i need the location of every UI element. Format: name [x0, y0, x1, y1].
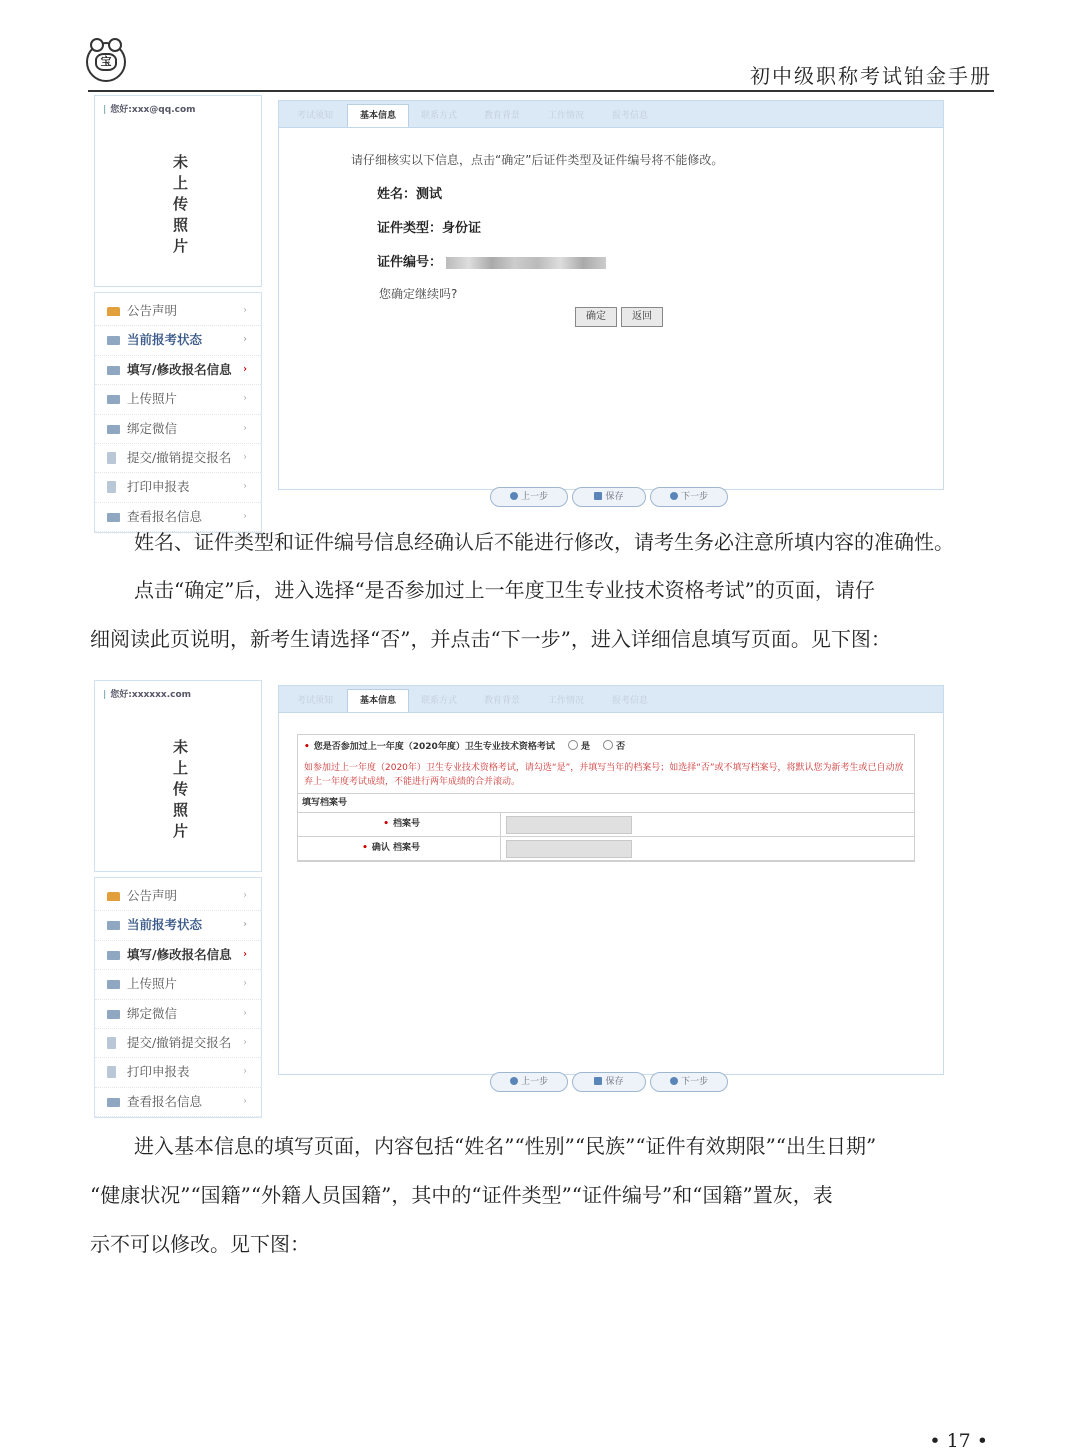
next-button[interactable]	[650, 1072, 728, 1092]
required-marker: •	[362, 843, 368, 853]
chevron-right-icon: ›	[243, 451, 247, 463]
sidebar-item-fill-info[interactable]	[95, 941, 261, 970]
sidebar-item-announcement[interactable]	[95, 297, 261, 326]
tab-exam-notice[interactable]: 考试须知	[296, 696, 333, 706]
sidebar	[92, 95, 264, 524]
archive-label-text: 档案号	[392, 819, 420, 829]
tab-exam-info[interactable]: 报考信息	[611, 111, 648, 121]
logo	[86, 42, 126, 82]
sidebar-item-label: 当前报考状态	[127, 332, 203, 348]
document-icon	[107, 1037, 116, 1049]
sidebar-item-view-info[interactable]	[95, 1088, 261, 1117]
chevron-right-icon: ›	[243, 1095, 247, 1107]
radio-yes-label: 是	[580, 742, 590, 752]
arrow-right-icon	[670, 1077, 678, 1085]
tab-bar	[279, 686, 943, 713]
paragraph-basic-info-line2: “健康状况”“国籍”“外籍人员国籍”，其中的“证件类型”“证件编号”和“国籍”置灰，表	[90, 1183, 833, 1207]
sidebar-item-bind-wechat[interactable]	[95, 415, 261, 444]
sidebar-item-view-info[interactable]	[95, 503, 261, 532]
user-panel	[94, 680, 262, 872]
sidebar-item-label: 打印申报表	[127, 1064, 190, 1080]
tab-contact[interactable]: 联系方式	[420, 111, 457, 121]
paragraph-next-step-line2: 细阅读此页说明，新考生请选择“否”，并点击“下一步”，进入详细信息填写页面。见下图：	[90, 627, 891, 651]
list-icon	[107, 951, 120, 960]
sidebar-item-label: 上传照片	[127, 391, 178, 407]
chevron-right-icon: ›	[243, 334, 247, 346]
logo-ear-right	[108, 38, 122, 52]
confirm-message: 请仔细核实以下信息，点击“确定”后证件类型及证件编号将不能修改。	[351, 153, 724, 167]
list-icon	[107, 395, 120, 404]
sidebar-item-label: 绑定微信	[127, 1005, 178, 1021]
sidebar-item-label: 当前报考状态	[127, 917, 203, 933]
sidebar-item-label: 绑定微信	[127, 420, 178, 436]
required-marker: •	[304, 742, 310, 752]
previous-exam-form	[297, 734, 915, 862]
photo-placeholder: 未上传照片	[173, 738, 189, 840]
sidebar-item-label: 填写/修改报名信息	[127, 361, 232, 377]
document-title: 初中级职称考试铂金手册	[750, 64, 992, 88]
chevron-right-icon: ›	[243, 481, 247, 493]
user-panel	[94, 95, 262, 287]
sidebar-item-label: 公告声明	[127, 888, 178, 903]
next-button[interactable]	[650, 487, 728, 507]
archive-row	[298, 813, 914, 837]
radio-yes[interactable]	[568, 740, 578, 750]
list-icon	[107, 366, 120, 375]
confirm-archive-label-text: 确认 档案号	[371, 843, 420, 853]
sidebar-item-label: 公告声明	[127, 303, 178, 318]
screenshot-confirm-identity	[92, 95, 944, 524]
floppy-icon	[594, 492, 602, 500]
list-icon	[107, 921, 120, 930]
sidebar-item-announcement[interactable]	[95, 882, 261, 911]
document-icon	[107, 481, 116, 493]
confirm-archive-input[interactable]	[506, 840, 632, 858]
sidebar-item-label: 提交/撤销提交报名	[127, 1034, 232, 1050]
save-button[interactable]	[572, 1072, 646, 1092]
chevron-right-icon: ›	[243, 1007, 247, 1019]
chevron-right-icon: ›	[243, 363, 247, 375]
main-pane	[278, 685, 944, 1075]
main-pane	[278, 100, 944, 490]
sidebar-item-label: 打印申报表	[127, 479, 190, 495]
arrow-right-icon	[670, 492, 678, 500]
sidebar-item-print[interactable]	[95, 1058, 261, 1087]
user-greeting: | 您好:xxxxxx.com	[103, 687, 191, 700]
sidebar-item-upload-photo[interactable]	[95, 385, 261, 414]
chevron-right-icon: ›	[243, 305, 247, 316]
back-button[interactable]: 返回	[621, 307, 663, 327]
id-type-value: 证件类型：身份证	[377, 221, 482, 236]
list-icon	[107, 336, 120, 345]
tab-basic-info[interactable]: 基本信息	[347, 104, 409, 127]
confirm-archive-row	[298, 837, 914, 861]
archive-input[interactable]	[506, 816, 632, 834]
sidebar-menu	[94, 292, 262, 533]
document-icon	[107, 1066, 116, 1078]
logo-face: 宝	[95, 53, 117, 71]
floppy-icon	[594, 1077, 602, 1085]
list-icon	[107, 1010, 120, 1019]
id-number-redacted	[446, 257, 606, 269]
list-icon	[107, 425, 120, 434]
ok-button[interactable]: 确定	[575, 307, 617, 327]
photo-placeholder: 未上传照片	[173, 153, 189, 255]
tab-contact[interactable]: 联系方式	[420, 696, 457, 706]
chevron-right-icon: ›	[243, 1036, 247, 1048]
header-divider	[88, 90, 994, 92]
id-number-row	[377, 251, 606, 270]
confirm-archive-label	[298, 837, 501, 860]
sidebar	[92, 680, 264, 1109]
save-button[interactable]	[572, 487, 646, 507]
house-icon	[107, 307, 120, 316]
chevron-right-icon: ›	[243, 1066, 247, 1078]
list-icon	[107, 513, 120, 522]
sidebar-menu	[94, 877, 262, 1118]
chevron-right-icon: ›	[243, 919, 247, 931]
question-text: 您是否参加过上一年度（2020年度）卫生专业技术资格考试	[313, 742, 555, 752]
paragraph-identity-warning: 姓名、证件类型和证件编号信息经确认后不能进行修改，请考生务必注意所填内容的准确性。	[134, 530, 954, 554]
sidebar-item-bind-wechat[interactable]	[95, 1000, 261, 1029]
chevron-right-icon: ›	[243, 978, 247, 990]
tab-basic-info[interactable]: 基本信息	[347, 689, 409, 712]
prev-button[interactable]	[490, 487, 568, 507]
required-marker: •	[383, 819, 389, 829]
previous-exam-question	[298, 735, 914, 759]
next-label: 下一步	[680, 492, 708, 502]
arrow-left-icon	[510, 1077, 518, 1085]
document-icon	[107, 452, 116, 464]
sidebar-item-label: 查看报名信息	[127, 508, 203, 524]
tab-education[interactable]: 教育背景	[483, 696, 520, 706]
tab-bar	[279, 101, 943, 128]
chevron-right-icon: ›	[243, 422, 247, 434]
prev-label: 上一步	[520, 1077, 548, 1087]
save-label: 保存	[605, 492, 624, 502]
tab-exam-notice[interactable]: 考试须知	[296, 111, 333, 121]
paragraph-next-step-line1: 点击“确定”后，进入选择“是否参加过上一年度卫生专业技术资格考试”的页面，请仔	[134, 578, 875, 602]
radio-no[interactable]	[603, 740, 613, 750]
sidebar-item-submit[interactable]	[95, 444, 261, 473]
list-icon	[107, 1098, 120, 1107]
tab-education[interactable]: 教育背景	[483, 111, 520, 121]
previous-exam-note: 如参加过上一年度（2020年）卫生专业技术资格考试，请勾选“是”，并填写当年的档案号；如选择“否”或不填写档案号，将默认您为新考生或已自动放弃上一年度考试成绩，不能进行两年成绩的合并滚动。	[298, 759, 914, 794]
chevron-right-icon: ›	[243, 890, 247, 901]
sidebar-item-label: 填写/修改报名信息	[127, 946, 232, 962]
page-number: • 17 •	[929, 1430, 988, 1452]
house-icon	[107, 892, 120, 901]
sidebar-item-label: 提交/撤销提交报名	[127, 449, 232, 465]
next-label: 下一步	[680, 1077, 708, 1087]
save-label: 保存	[605, 1077, 624, 1087]
name-value: 姓名：测试	[377, 187, 443, 202]
sidebar-item-submit[interactable]	[95, 1029, 261, 1058]
archive-label	[298, 813, 501, 836]
continue-question: 您确定继续吗?	[379, 287, 458, 301]
screenshot-previous-year-exam	[92, 680, 944, 1109]
chevron-right-icon: ›	[243, 948, 247, 960]
paragraph-basic-info-line1: 进入基本信息的填写页面，内容包括“姓名”“性别”“民族”“证件有效期限”“出生日期”	[134, 1134, 877, 1158]
list-icon	[107, 980, 120, 989]
radio-no-label: 否	[616, 742, 626, 752]
sidebar-item-label: 查看报名信息	[127, 1093, 203, 1109]
tab-exam-info[interactable]: 报考信息	[611, 696, 648, 706]
sidebar-item-status[interactable]	[95, 326, 261, 355]
id-number-label: 证件编号：	[377, 255, 443, 270]
sidebar-item-print[interactable]	[95, 473, 261, 502]
logo-ear-left	[90, 38, 104, 52]
prev-label: 上一步	[520, 492, 548, 502]
paragraph-basic-info-line3: 示不可以修改。见下图：	[90, 1232, 310, 1256]
sidebar-item-fill-info[interactable]	[95, 356, 261, 385]
tab-work[interactable]: 工作情况	[547, 696, 584, 706]
sidebar-item-upload-photo[interactable]	[95, 970, 261, 999]
prev-button[interactable]	[490, 1072, 568, 1092]
sidebar-item-status[interactable]	[95, 911, 261, 940]
user-greeting: | 您好:xxx@qq.com	[103, 102, 196, 115]
tab-work[interactable]: 工作情况	[547, 111, 584, 121]
sidebar-item-label: 上传照片	[127, 976, 178, 992]
archive-section-title: 填写档案号	[298, 794, 914, 813]
arrow-left-icon	[510, 492, 518, 500]
chevron-right-icon: ›	[243, 510, 247, 522]
chevron-right-icon: ›	[243, 393, 247, 405]
